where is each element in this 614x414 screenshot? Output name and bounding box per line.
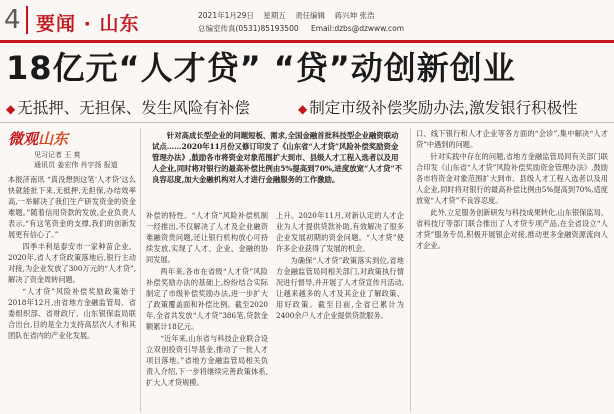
office-email: Email:dzbs@dzwww.com (311, 24, 405, 33)
paragraph: 上升。2020年11月,对新认定的人才企业为人才提供贷款补助,有效解决了很多企业发展初期的资金问题。“人才贷”使许多企业获得了发展的机会。 (276, 211, 404, 253)
paragraph: 本报济南讯 “真没想到这笔‘人才贷’这么快就能批下来,无抵押,无担保,办结效率高,一举解决了我们生产研发资金的资金难题。”随着信用贷款的发放,企业负责人表示,“有这笔资金的支撑,我们的创新发展更有信心了。” (8, 175, 136, 239)
masthead (0, 0, 614, 40)
byline (34, 150, 118, 170)
masthead-rule (0, 40, 614, 43)
logo-part1: 微观 (8, 130, 39, 148)
editor-label: 责任编辑 (295, 11, 326, 20)
column-divider (410, 128, 411, 412)
issue-date: 2021年1月29日 (198, 11, 254, 20)
article-column-1 (8, 174, 136, 412)
page-number-divider (26, 6, 28, 34)
lead-text: 针对高成长型企业的问题短板、需求,全国金融首批科技型企业融资联动试点……2020年11月份又修订印发了《山东省“人才贷”风险补偿奖励资金管理办法》,鼓励各市将资金对象范围扩大到市、县级人才工程入选者以及用人企业,同时将对银行的最高补偿比例由5%提高到70%,进度放宽“人才贷”不良容忍度,加大金融机构对人才进行金融服务的工作激励。 (152, 131, 403, 184)
lead-paragraph (152, 130, 404, 185)
subhead-left (6, 96, 250, 118)
paragraph: 针对实践中存在的问题,省地方金融监管局同有关部门联合印发《山东省“人才贷”风险补偿奖励资金管理办法》,鼓励各市将资金对象范围扩大到市、县级人才工程入选者以及用人企业,同时将对银行的最高补偿比例由5%提高到70%,适度放宽“人才贷”不良容忍度。 (416, 152, 608, 205)
diamond-bullet-icon: ◆ (6, 102, 16, 116)
article-column-2 (146, 210, 268, 412)
column-logo (8, 128, 98, 150)
section-title: 要闻 · 山东 (36, 13, 140, 35)
paragraph: 补偿的特性。“人才贷”风险补偿机制一经推出,不仅解决了人才及企业融资难融资贵问题,还让银行机构放心可持续发放,实现了人才、企业、金融的协同发展。 (146, 211, 268, 264)
paragraph: “人才贷”风险补偿奖励政策始于2018年12月,由省地方金融监管局、省委组织部、省财政厅、山东银保监局联合出台,目的是全力支持高层次人才和其团队在省内的产业化发展。 (8, 287, 136, 340)
byline-reporter: 见习记者 王 爽 (34, 151, 81, 159)
masthead-info-line2 (198, 23, 414, 34)
masthead-info-line1 (198, 10, 381, 21)
editor-names: 蒋兴坤 张浩 (334, 11, 375, 20)
page-number: 4 (4, 5, 21, 35)
headline-rule (0, 122, 614, 123)
paragraph: 此外,立足服务创新研发与科技成果转化,山东银保监局、省科技厅等部门联合推出了人才贷专项产品,在全省设立“人才贷”服务专员,积极开展银企对接,推动更多金融资源流向人才企业。 (416, 208, 608, 250)
byline-correspondent: 通讯员 姜宏伟 肖宇扬 报道 (34, 161, 118, 169)
paragraph: “近年来,山东省与科技企业联合设立双创投资引导基金,推动了一批人才项目落地。”省地方金融监管局相关负责人介绍,下一步将继续完善政策体系,扩大人才贷规模。 (146, 334, 268, 387)
paragraph: 为确保“人才贷”政策落实到位,省地方金融监管局同相关部门,对政策执行情况进行督导,并开展了人才贷宣传月活动,让越来越多的人才及其企业了解政策、用好政策。截至目前,全省已累计为2400余户人才企业提供贷款服务。 (276, 256, 404, 320)
article-column-3 (276, 210, 404, 412)
subhead-right (298, 96, 578, 118)
issue-weekday: 星期五 (263, 11, 286, 20)
paragraph: 四季丰利是泰安市一家种苗企业。2020年,省人才贷政策落地后,银行主动对接,为企业发放了300万元的“人才贷”,解决了资金周转问题。 (8, 242, 136, 284)
office-fax: 总编室传真(0531)85193500 (198, 24, 299, 33)
article-column-4 (416, 128, 608, 412)
subhead-right-text: 制定市级补偿奖励办法,激发银行积极性 (309, 99, 578, 117)
paragraph: 口、线下银行和人才企业等各方面的“会诊”,集中解决“人才贷”中遇到的问题。 (416, 129, 608, 149)
logo-part2: 山东 (38, 130, 69, 148)
diamond-bullet-icon: ◆ (298, 102, 308, 116)
column-divider (140, 128, 141, 412)
article-headline: 18亿元“人才贷” “贷”动创新创业 (6, 49, 516, 87)
subhead-left-text: 无抵押、无担保、发生风险有补偿 (17, 99, 250, 117)
paragraph: 两年来,各市在省级“人才贷”风险补偿奖励办法的基础上,纷纷结合实际制定了市级补偿奖励办法,进一步扩大了政策覆盖面和补偿比例。截至2020年,全省共发放“人才贷”386笔,贷款金额累计18亿元。 (146, 267, 268, 331)
